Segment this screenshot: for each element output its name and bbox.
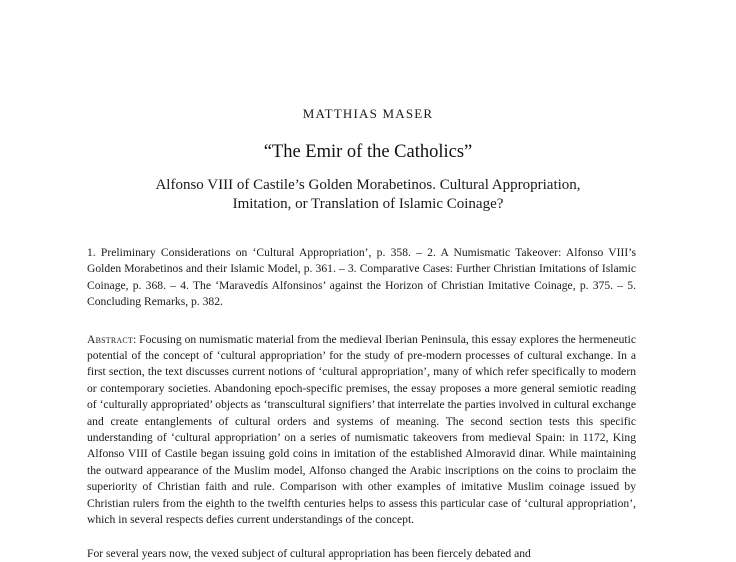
article-title: “The Emir of the Catholics”	[263, 142, 473, 162]
author-name: MATTHIAS MASER	[302, 106, 434, 121]
abstract-label: Abstract	[87, 332, 133, 346]
body-text-start: For several years now, the vexed subject of cultural appropriation has been fiercely debated and	[87, 547, 531, 560]
subtitle-line-2: Imitation, or Translation of Islamic Coinage?	[232, 196, 504, 212]
subtitle-line-1: Alfonso VIII of Castile’s Golden Morabetinos. Cultural Appropriation,	[155, 177, 581, 193]
article-subtitle	[100, 176, 636, 214]
table-of-contents: 1. Preliminary Considerations on ‘Cultural Appropriation’, p. 358. – 2. A Numismatic Takeover: Alfonso VIII’s Golden Morabetinos and their Islamic Model, p. 361. – 3. Comparative Cases: Further Christian Imitations of Islamic Coinage, p. 368. – 4. The ‘Maravedís Alfonsinos’ against the Horizon of Christian Imitative Coinage, p. 375. – 5. Concluding Remarks, p. 382.	[87, 245, 636, 309]
abstract-text: Focusing on numismatic material from the medieval Iberian Peninsula, this essay explores the hermeneutic potential of the concept of ‘cultural appropriation’ for the study of pre-modern processes of cultural exchange. In a first section, the text discusses current notions of ‘cultural appropriation’, many of which refer specifically to modern or contemporary societies. Abandoning epoch-specific premises, the essay proposes a more general semiotic reading of ‘culturally appropriated’ objects as ‘transcultural signifiers’ that interrelate the parties involved in cultural exchange and create entanglements of cultural orders and systems of meaning. The second section tests this specific understanding of ‘cultural appropriation’ on a series of numismatic takeovers from medieval Spain: in 1172, King Alfonso VIII of Castile began issuing gold coins in imitation of the established Almoravid dinar. While maintaining the outward appearance of the Muslim model, Alfonso changed the Arabic inscriptions on the coins to proclaim the superiority of Christian faith and rule. Comparison with other examples of imitative Muslim coinage issued by Christian rulers from the eighth to the twelfth centuries helps to assess this particular case of ‘cultural appropriation’, which in several respects defies current understandings of the concept.	[87, 332, 636, 527]
abstract: Abstract: Focusing on numismatic material from the medieval Iberian Peninsula, this essay explores the hermeneutic potential of the concept of ‘cultural appropriation’ for the study of pre-modern processes of cultural exchange. In a first section, the text discusses current notions of ‘cultural appropriation’, many of which refer specifically to modern or contemporary societies. Abandoning epoch-specific premises, the essay proposes a more general semiotic reading of ‘culturally appropriated’ objects as ‘transcultural signifiers’ that interrelate the parties involved in cultural exchange and create entanglements of cultural orders and systems of meaning. The second section tests this specific understanding of ‘cultural appropriation’ on a series of numismatic takeovers from medieval Spain: in 1172, King Alfonso VIII of Castile began issuing gold coins in imitation of the established Almoravid dinar. While maintaining the outward appearance of the Muslim model, Alfonso changed the Arabic inscriptions on the coins to proclaim the superiority of Christian faith and rule. Comparison with other examples of imitative Muslim coinage issued by Christian rulers from the eighth to the twelfth centuries helps to assess this particular case of ‘cultural appropriation’, which in several respects defies current understandings of the concept.	[87, 332, 636, 527]
